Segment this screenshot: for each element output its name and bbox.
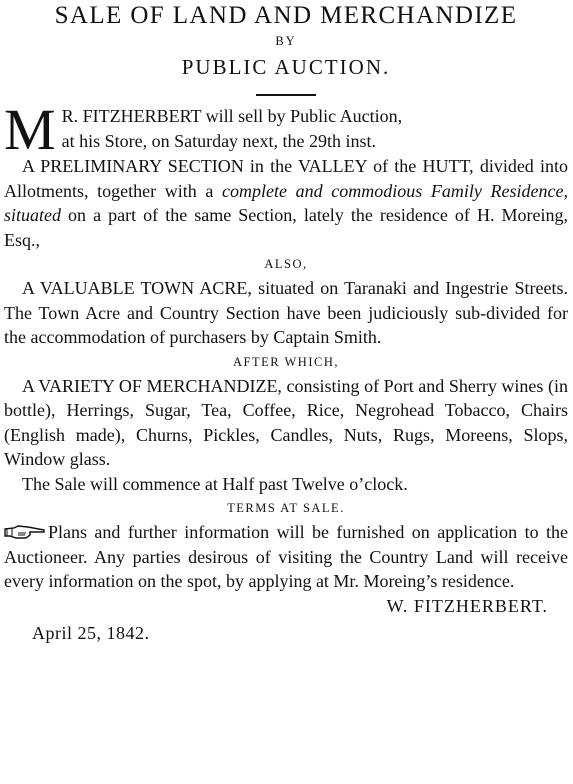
advert-subtitle: PUBLIC AUCTION. xyxy=(181,55,391,79)
also-heading: ALSO, xyxy=(264,257,308,271)
intro-paragraph xyxy=(4,97,568,162)
advertisement-page xyxy=(0,2,573,784)
section-hutt xyxy=(4,154,568,252)
after-which-heading: AFTER WHICH, xyxy=(233,354,339,369)
terms-heading: TERMS AT SALE. xyxy=(227,501,345,515)
dropcap-letter: M xyxy=(4,97,56,162)
section-hutt-italic: complete and commodious Family Residence, situated xyxy=(4,180,568,225)
plans-paragraph xyxy=(4,520,568,594)
section-merchandize: A VARIETY OF MERCHANDIZE, consisting of Port and Sherry wines (in bottle), Herrings, Sugar, Tea, Coffee, Rice, Negrohead Tobacco, Chairs (English made), Churns, Pickles, Candles, Nuts, Rugs, Moreens, Slops, Window glass. xyxy=(4,375,568,469)
intro-line-2: at his Store, on Saturday next, the 29th inst. xyxy=(61,130,377,151)
advert-title: SALE OF LAND AND MERCHANDIZE xyxy=(54,2,518,29)
signature: W. FITZHERBERT. xyxy=(386,595,548,616)
advert-body xyxy=(4,97,568,646)
section-hutt-rest: on a part of the same Section, lately the residence of H. Moreing, Esq., xyxy=(4,205,568,250)
advert-date: April 25, 1842. xyxy=(32,623,150,643)
title-divider xyxy=(256,94,316,96)
plans-text: Plans and further information will be furnished on application to the Auctioneer. Any parties desirous of visiting the Country Land will receive every information on the spot, by applying at Mr. Moreing’s residence. xyxy=(4,522,568,591)
section-hutt-lead: A PRELIMINARY SECTION in the VALLEY of the HUTT, divided into Allotments, together with a xyxy=(4,156,568,201)
section-town-acre: A VALUABLE TOWN ACRE, situated on Taranaki and Ingestrie Streets. The Town Acre and Country Section have been judiciously sub-divided for the accommodation of purchasers by Captain Smith. xyxy=(4,278,568,347)
intro-line-1: R. FITZHERBERT will sell by Public Auction, xyxy=(61,106,403,126)
commence-notice: The Sale will commence at Half past Twelve o’clock. xyxy=(22,473,408,494)
pointing-hand-icon xyxy=(4,524,46,540)
advert-by: BY xyxy=(275,34,297,48)
